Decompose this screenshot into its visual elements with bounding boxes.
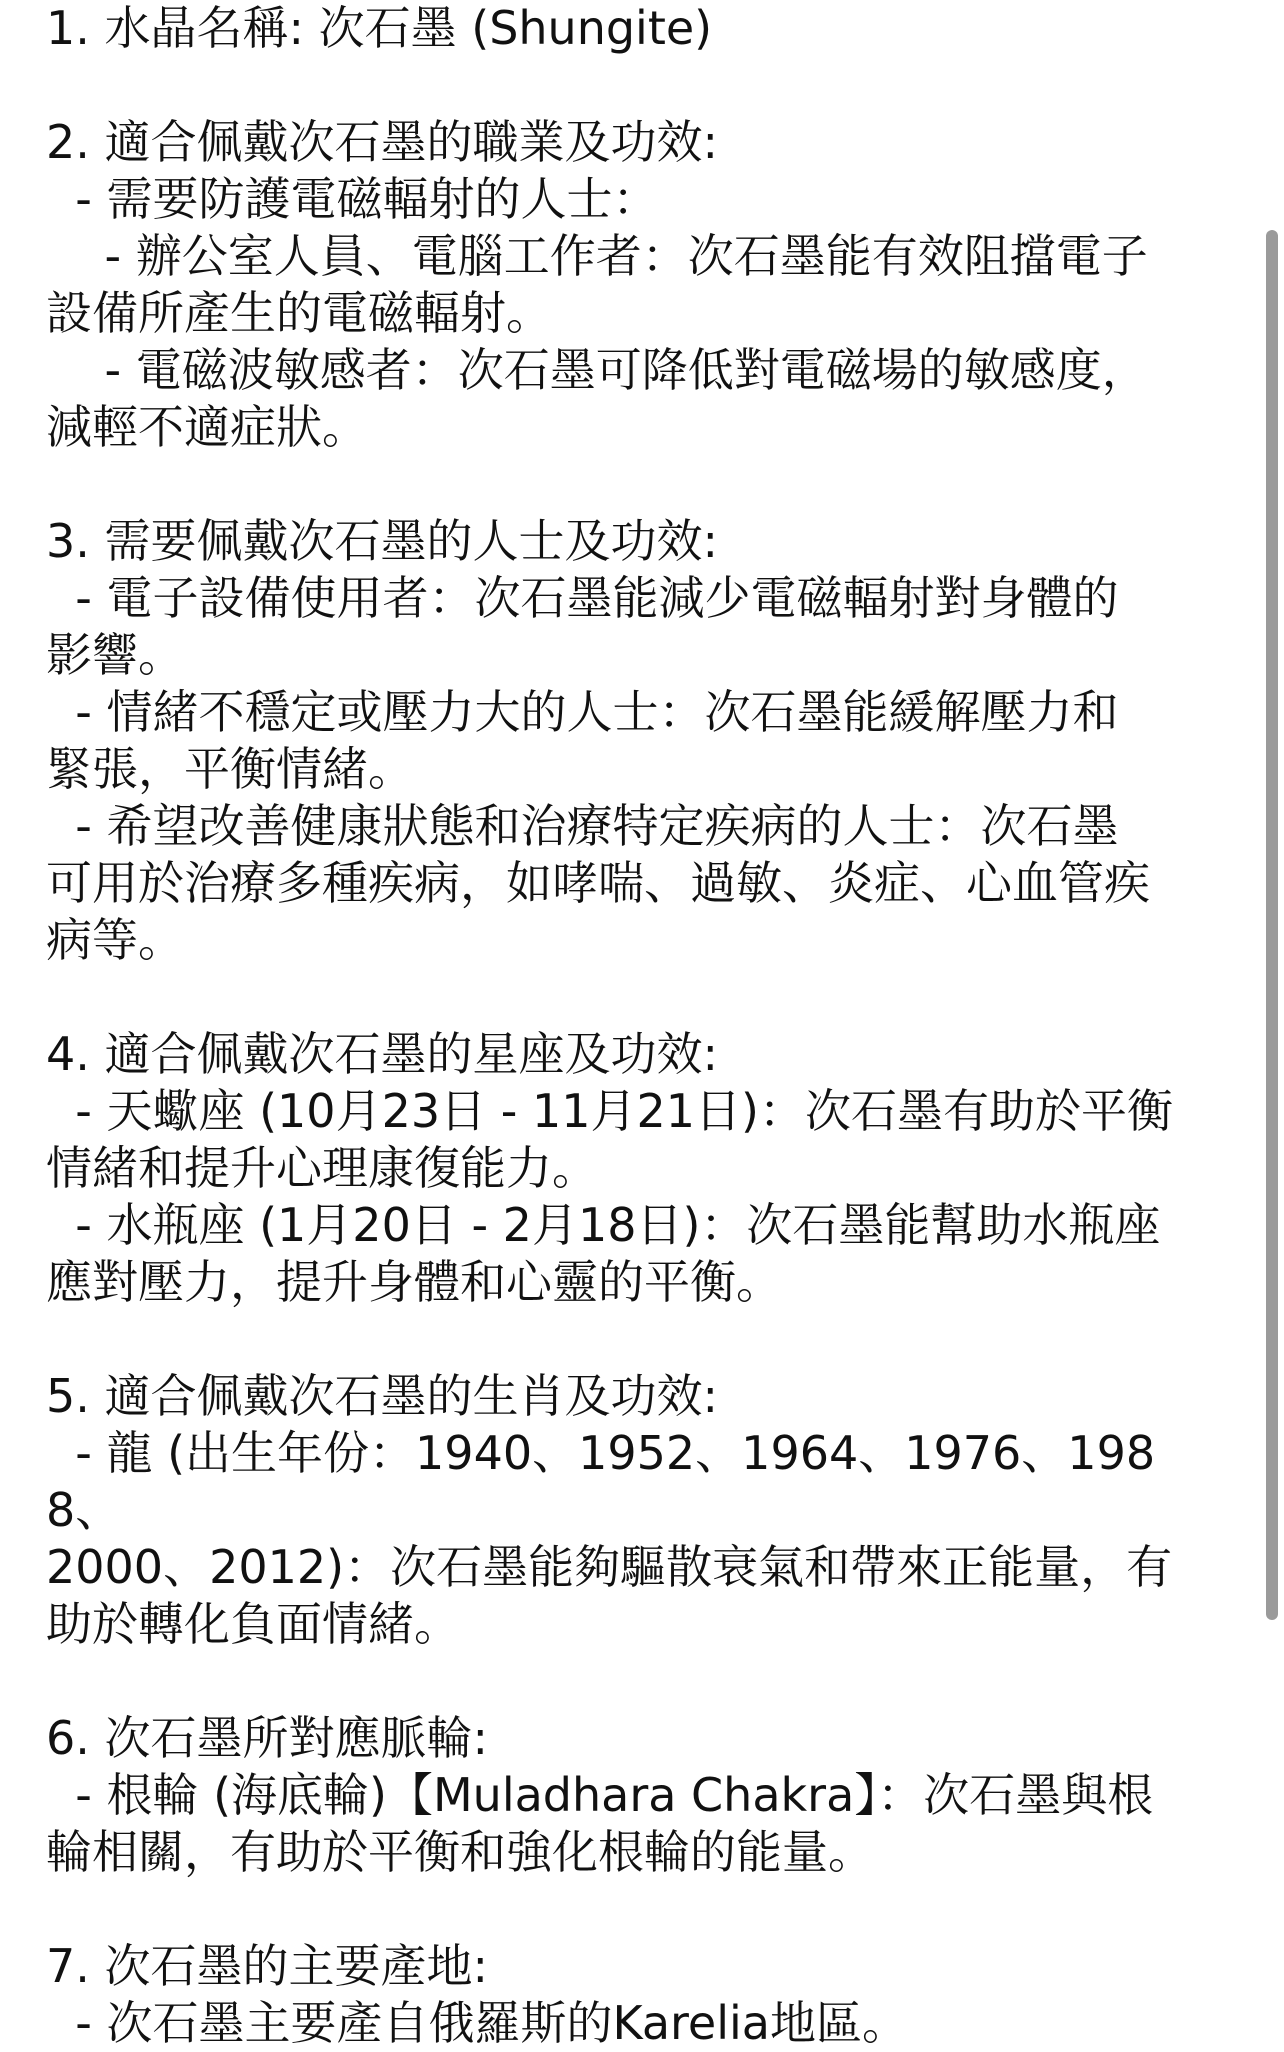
note-line (46, 969, 1226, 1026)
note-line (46, 1311, 1226, 1368)
note-line: - 水瓶座 (1月20日 - 2月18日)：次石墨能幫助水瓶座 (46, 1198, 1161, 1252)
note-line: - 辦公室人員、電腦工作者：次石墨能有效阻擋電子 (46, 229, 1148, 283)
note-line: 病等。 (46, 913, 184, 967)
note-line: 可用於治療多種疾病，如哮喘、過敏、炎症、心血管疾 (46, 856, 1150, 910)
note-line: - 情緒不穩定或壓力大的人士：次石墨能緩解壓力和 (46, 685, 1119, 739)
note-line: 4. 適合佩戴次石墨的星座及功效: (46, 1027, 719, 1081)
note-line: - 天蠍座 (10月23日 - 11月21日)：次石墨有助於平衡 (46, 1084, 1173, 1138)
note-line: 設備所產生的電磁輻射。 (46, 286, 552, 340)
note-line (46, 456, 1226, 513)
note-text-body (46, 0, 1226, 2052)
note-line: 7. 次石墨的主要產地: (46, 1939, 489, 1993)
note-line: - 需要防護電磁輻射的人士： (46, 172, 659, 226)
note-line: 影響。 (46, 628, 184, 682)
note-line: 輪相關，有助於平衡和強化根輪的能量。 (46, 1825, 874, 1879)
note-line: - 希望改善健康狀態和治療特定疾病的人士：次石墨 (46, 799, 1119, 853)
note-line: 5. 適合佩戴次石墨的生肖及功效: (46, 1369, 719, 1423)
note-line: 3. 需要佩戴次石墨的人士及功效: (46, 514, 719, 568)
note-line: - 電子設備使用者：次石墨能減少電磁輻射對身體的 (46, 571, 1119, 625)
note-line: - 電磁波敏感者：次石墨可降低對電磁場的敏感度， (46, 343, 1148, 397)
note-line (46, 57, 1226, 114)
note-line (46, 1653, 1226, 1710)
note-line: - 次石墨主要產自俄羅斯的Karelia地區。 (46, 1996, 908, 2050)
note-line: 1. 水晶名稱: 次石墨 (Shungite) (46, 1, 713, 55)
note-line (46, 1881, 1226, 1938)
vertical-scrollbar[interactable] (1266, 230, 1278, 1620)
note-line: 6. 次石墨所對應脈輪: (46, 1711, 489, 1765)
note-line: 2. 適合佩戴次石墨的職業及功效: (46, 115, 719, 169)
note-line: 應對壓力，提升身體和心靈的平衡。 (46, 1255, 782, 1309)
note-line: 減輕不適症狀。 (46, 400, 368, 454)
note-line: 助於轉化負面情緒。 (46, 1597, 460, 1651)
note-line: 緊張，平衡情緒。 (46, 742, 414, 796)
note-line: - 龍 (出生年份：1940、1952、1964、1976、1988、 (46, 1426, 1156, 1537)
note-line: 情緒和提升心理康復能力。 (46, 1141, 598, 1195)
note-line: - 根輪 (海底輪)【Muladhara Chakra】：次石墨與根 (46, 1768, 1154, 1822)
note-line: 2000、2012)：次石墨能夠驅散衰氣和帶來正能量，有 (46, 1540, 1173, 1594)
